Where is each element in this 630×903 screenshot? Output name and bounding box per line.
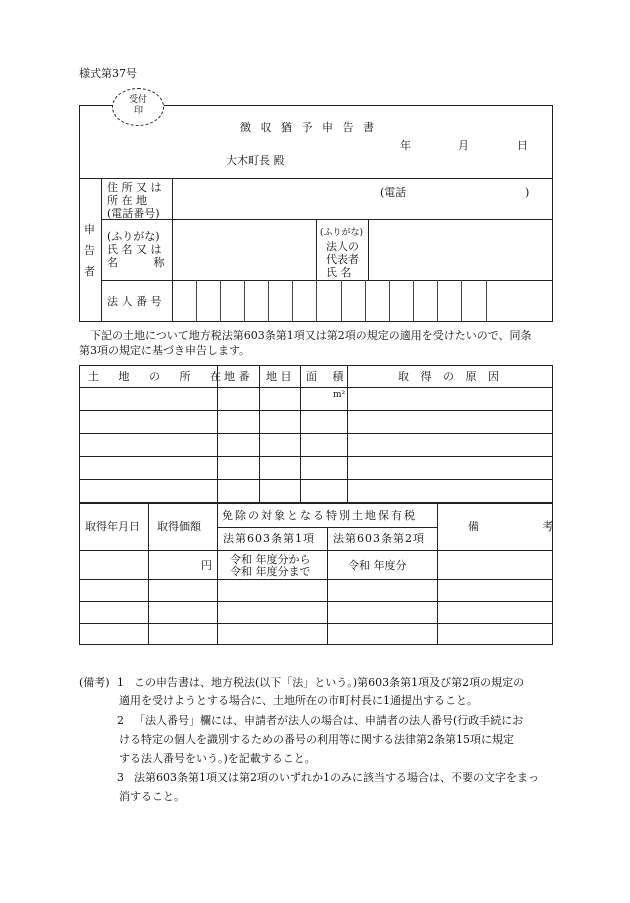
col-remarks: 備 考: [468, 520, 584, 533]
date-month: 月: [458, 139, 469, 152]
notes-label: (備考): [79, 676, 110, 689]
phone-label: (電話: [380, 186, 407, 199]
declaration-line2: 第3項の規定に基づき申告します。: [79, 344, 251, 357]
price-unit: 円: [201, 559, 212, 572]
col-acq-price: 取得価額: [157, 520, 201, 533]
col-land-location: 土 地 の 所 在: [88, 370, 229, 383]
col-area: 面 積: [306, 370, 350, 383]
area-unit: m²: [333, 390, 346, 400]
rep-label-2: 法人の: [326, 240, 359, 253]
col-article-1: 法第603条第1項: [223, 532, 315, 545]
corp-number-label: 法 人 番 号: [107, 295, 162, 308]
land-rows[interactable]: [80, 388, 552, 502]
note-3-line1: 法第603条第1項又は第2項のいずれか1のみに該当する場合は、不要の文字をまっ: [134, 771, 539, 784]
col-land-category: 地 目: [266, 370, 292, 383]
art1-to: 令和 年度分まで: [230, 565, 311, 578]
note-2-num: 2: [117, 714, 124, 727]
col-article-2: 法第603条第2項: [333, 532, 425, 545]
rep-label-3: 代表者: [326, 253, 359, 266]
phone-close: ): [525, 186, 530, 199]
note-1-line1: この申告書は、地方税法(以下「法」という。)第603条第1項及び第2項の規定の: [134, 676, 525, 689]
rep-label-1: (ふりがな): [320, 228, 364, 238]
note-2-line3: する法人番号をいう。)を記載すること。: [119, 752, 316, 765]
note-1-num: 1: [117, 676, 124, 689]
col-acquisition-reason: 取 得 の 原 因: [398, 370, 503, 383]
note-2-line2: ける特定の個人を識別するための番号の利用等に関する法律第2条第15項に規定: [119, 733, 514, 746]
stamp-line1: 受付: [129, 95, 148, 105]
address-label-2: 所 在 地: [107, 194, 147, 207]
stamp-line2: 印: [134, 106, 144, 116]
date-year: 年: [400, 139, 411, 152]
name-label-2: 氏 名 又 は: [107, 243, 162, 256]
applicant-label-1: 申: [84, 223, 95, 236]
note-3-num: 3: [117, 771, 124, 784]
rep-label-4: 氏 名: [326, 266, 352, 279]
art1-from: 令和 年度分から: [230, 553, 311, 566]
declaration-line1: 下記の土地について地方税法第603条第1項又は第2項の規定の適用を受けたいので、同条: [90, 329, 532, 342]
name-field[interactable]: [173, 220, 315, 279]
addressee: 大木町長 殿: [226, 154, 285, 167]
name-label-3: 名 称: [107, 256, 181, 269]
representative-field[interactable]: [369, 220, 552, 279]
note-3-line2: 消すること。: [119, 790, 185, 803]
applicant-label-3: 者: [84, 265, 95, 278]
address-label-1: 住 所 又 は: [107, 181, 162, 194]
form-number: 様式第37号: [79, 67, 137, 80]
col-lot-number: 地 番: [224, 370, 250, 383]
corp-number-field[interactable]: [173, 281, 552, 321]
note-2-line1: 「法人番号」欄には、申請者が法人の場合は、申請者の法人番号(行政手続にお: [134, 714, 524, 727]
acquisition-rows[interactable]: [80, 551, 552, 644]
address-label-3: (電話番号): [107, 207, 160, 220]
col-exempt-tax: 免除の対象となる特別土地保有税: [222, 509, 417, 522]
date-day: 日: [517, 139, 528, 152]
col-acq-date: 取得年月日: [85, 520, 140, 533]
applicant-label-2: 告: [84, 244, 95, 257]
address-field[interactable]: [173, 179, 552, 218]
art2-year: 令和 年度分: [348, 559, 407, 572]
note-1-line2: 適用を受けようとする場合に、土地所在の市町村長に1通提出すること。: [119, 694, 478, 707]
name-label-1: (ふりがな): [107, 230, 160, 243]
form-title: 徴 収 猶 予 申 告 書: [240, 121, 377, 134]
